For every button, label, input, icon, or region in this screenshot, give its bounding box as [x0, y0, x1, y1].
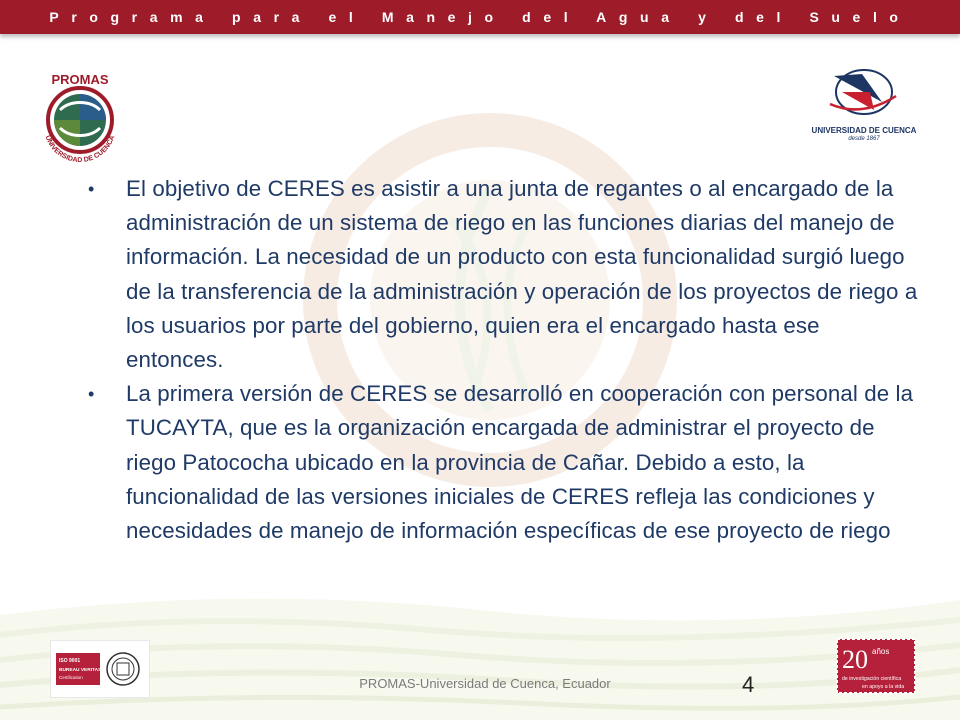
header-banner: [0, 0, 960, 34]
promas-logo: [30, 70, 130, 170]
anniversary-number: 20: [842, 645, 868, 674]
footer-text: PROMAS-Universidad de Cuenca, Ecuador: [359, 676, 611, 691]
bullet-item: [88, 172, 918, 377]
certification-logo: [50, 640, 150, 698]
anniversary-line1: de investigación científica: [842, 676, 902, 682]
bullet-icon: •: [88, 179, 95, 199]
bullet-list: [88, 172, 918, 548]
cert-line3: Certification: [59, 675, 83, 680]
bullet-item: [88, 377, 918, 548]
university-name: UNIVERSIDAD DE CUENCA: [811, 126, 917, 135]
promas-logo-text: PROMAS: [51, 72, 109, 87]
university-since: desde 1867: [848, 136, 880, 142]
promas-ring-text: UNIVERSIDAD DE CUENCA: [43, 134, 117, 165]
anniversary-logo: [836, 638, 916, 694]
bullet-icon: •: [88, 384, 95, 405]
bullet-text: La primera versión de CERES se desarrolló en cooperación con personal de la TUCAYTA, que es la organización encargada de administrar el proyecto de riego Patococha ubicado en la provincia de Cañar. Debido a esto, la funcionalidad de las versiones iniciales de CERES refleja las condiciones y necesidades de manejo de información específicas de ese proyecto de riego: [126, 381, 914, 544]
banner-title: Programa para el Manejo del Agua y del Suelo: [49, 9, 911, 25]
anniversary-sup: años: [872, 647, 890, 656]
cert-line1: ISO 9001: [59, 658, 81, 664]
page-number: 4: [742, 672, 755, 697]
bullet-text: El objetivo de CERES es asistir a una junta de regantes o al encargado de la administración de un sistema de riego en las funciones diarias del manejo de información. La necesidad de un producto con esta funcionalidad surgió luego de la transferencia de la administración y operación de los proyectos de riego a los usuarios por parte del gobierno, quien era el encargado hasta ese entonces.: [126, 176, 918, 373]
anniversary-line2: en apoyo a la vida: [862, 684, 905, 690]
cert-line2: BUREAU VERITAS: [59, 668, 102, 673]
